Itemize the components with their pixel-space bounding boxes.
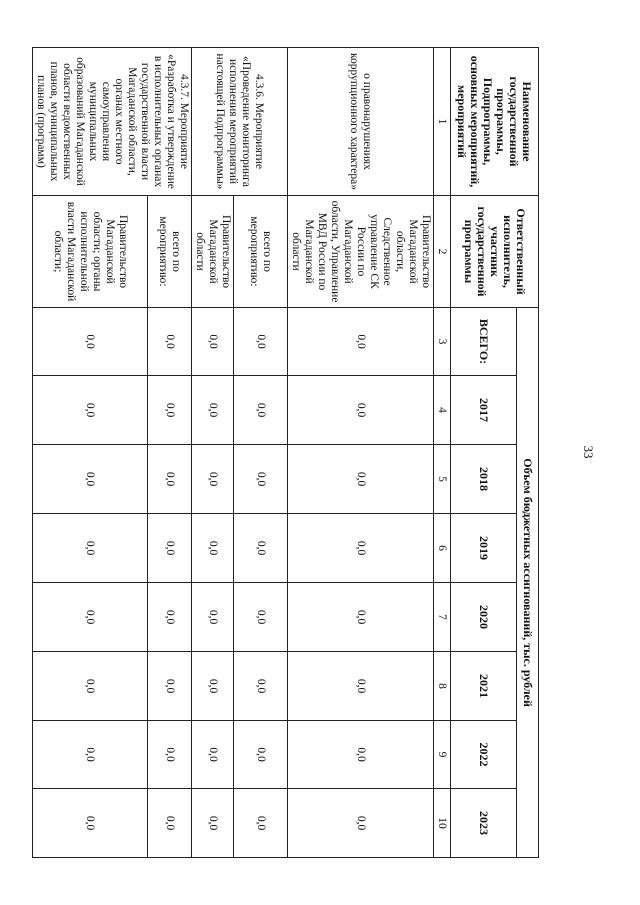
- cell-value: 0,0: [147, 445, 191, 514]
- cell-value: 0,0: [288, 789, 434, 858]
- col-number: 2: [434, 196, 451, 308]
- row-executor: Правительство Магаданской области, Следственное управление СК России по Магаданской области, Управление МВД России по Магаданской области: [288, 196, 434, 308]
- budget-table: [32, 47, 539, 858]
- row-executor: Правительство Магаданской области; органы исполнительной власти Магаданской области;: [33, 196, 148, 308]
- cell-value: 0,0: [234, 445, 288, 514]
- year-2020: 2020: [451, 583, 517, 652]
- cell-value: 0,0: [192, 652, 234, 721]
- cell-value: 0,0: [192, 514, 234, 583]
- col-number: 7: [434, 583, 451, 652]
- cell-value: 0,0: [288, 652, 434, 721]
- page-number: 33: [581, 445, 596, 459]
- year-2022: 2022: [451, 721, 517, 789]
- header-row-1: [517, 48, 539, 858]
- row-name: о правонарушениях коррупционного характера»: [288, 48, 434, 196]
- cell-value: 0,0: [192, 445, 234, 514]
- cell-value: 0,0: [147, 652, 191, 721]
- cell-value: 0,0: [147, 583, 191, 652]
- cell-value: 0,0: [33, 308, 148, 376]
- cell-value: 0,0: [192, 583, 234, 652]
- cell-value: 0,0: [192, 376, 234, 445]
- cell-value: 0,0: [147, 308, 191, 376]
- year-2018: 2018: [451, 445, 517, 514]
- cell-value: 0,0: [234, 721, 288, 789]
- year-total: ВСЕГО:: [451, 308, 517, 376]
- col-number: 1: [434, 48, 451, 196]
- table-row: [147, 48, 191, 858]
- cell-value: 0,0: [192, 721, 234, 789]
- header-name: Наименование государственной программы, Подпрограммы, основных мероприятий, мероприятий: [451, 48, 539, 196]
- cell-value: 0,0: [234, 376, 288, 445]
- cell-value: 0,0: [234, 308, 288, 376]
- cell-value: 0,0: [288, 376, 434, 445]
- header-executor: Ответственный исполнитель, участник государственной программы: [451, 196, 539, 308]
- col-number: 3: [434, 308, 451, 376]
- rotated-table-container: [35, 47, 539, 857]
- cell-value: 0,0: [147, 376, 191, 445]
- col-number: 8: [434, 652, 451, 721]
- cell-value: 0,0: [234, 514, 288, 583]
- cell-value: 0,0: [192, 308, 234, 376]
- cell-value: 0,0: [33, 514, 148, 583]
- row-name: 4.3.7. Мероприятие «Разработка и утверждение в исполнительных органах государственной власти Магаданской области, органах местного самоуправления муниципальных образований Магаданской области ведомственных планов, муниципальных планов (программ): [33, 48, 192, 196]
- cell-value: 0,0: [234, 583, 288, 652]
- header-volume: Объем бюджетных ассигнований, тыс. рублей: [517, 308, 539, 858]
- year-2021: 2021: [451, 652, 517, 721]
- year-2019: 2019: [451, 514, 517, 583]
- col-number: 4: [434, 376, 451, 445]
- cell-value: 0,0: [288, 308, 434, 376]
- year-2017: 2017: [451, 376, 517, 445]
- cell-value: 0,0: [33, 583, 148, 652]
- cell-value: 0,0: [234, 652, 288, 721]
- cell-value: 0,0: [33, 721, 148, 789]
- cell-value: 0,0: [147, 514, 191, 583]
- col-number: 6: [434, 514, 451, 583]
- col-number: 5: [434, 445, 451, 514]
- cell-value: 0,0: [288, 514, 434, 583]
- table-row: [234, 48, 288, 858]
- cell-value: 0,0: [192, 789, 234, 858]
- cell-value: 0,0: [33, 376, 148, 445]
- table-row: [288, 48, 434, 858]
- cell-value: 0,0: [33, 652, 148, 721]
- row-name: 4.3.6. Мероприятие «Проведение мониторинга исполнения мероприятий настоящей Подпрограммы»: [192, 48, 288, 196]
- cell-value: 0,0: [234, 789, 288, 858]
- cell-value: 0,0: [288, 445, 434, 514]
- col-number: 9: [434, 721, 451, 789]
- row-executor: Правительство Магаданской области: [192, 196, 234, 308]
- year-2023: 2023: [451, 789, 517, 858]
- cell-value: 0,0: [288, 583, 434, 652]
- cell-value: 0,0: [33, 789, 148, 858]
- column-numbers-row: [434, 48, 451, 858]
- row-executor: всего по мероприятию:: [147, 196, 191, 308]
- col-number: 10: [434, 789, 451, 858]
- cell-value: 0,0: [33, 445, 148, 514]
- cell-value: 0,0: [147, 721, 191, 789]
- cell-value: 0,0: [288, 721, 434, 789]
- cell-value: 0,0: [147, 789, 191, 858]
- row-executor: всего по мероприятию:: [234, 196, 288, 308]
